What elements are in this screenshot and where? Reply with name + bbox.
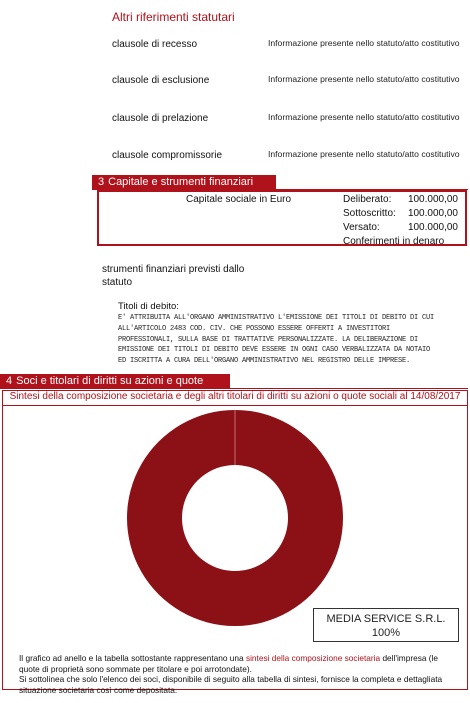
sintesi-title: Sintesi della composizione societaria e degli altri titolari di diritti su azioni o quote sociali al 14/08/2017 <box>9 391 461 402</box>
conferimenti-text: Conferimenti in denaro <box>343 236 445 247</box>
strumenti-label: strumenti finanziari previsti dallo statuto <box>102 264 245 288</box>
ownership-donut-chart <box>0 406 470 636</box>
clause-label: clausole di recesso <box>112 39 198 50</box>
deliberato-value: 100.000,00 <box>407 194 458 205</box>
footer-text: dell'impresa (le quote di proprietà sono sommate per titolare e poi arrotondate). <box>19 653 438 674</box>
clause-label: clausole di esclusione <box>112 75 210 86</box>
clause-value: Informazione presente nello statuto/atto costitutivo <box>268 74 460 84</box>
footer-link: sintesi della composizione societaria <box>245 653 381 663</box>
section-number: 4 <box>6 375 13 387</box>
slice-name: MEDIA SERVICE S.R.L. <box>326 613 446 625</box>
clause-label: clausole di prelazione <box>112 113 209 124</box>
deliberato-label: Deliberato: <box>343 194 392 205</box>
titoli-text: E' ATTRIBUITA ALL'ORGANO AMMINISTRATIVO L'EMISSIONE DEI TITOLI DI DEBITO DI CUI ALL'ARTICOLO 2483 COD. CIV. CHE POSSONO ESSERE OFFERTI A INVESTITORI PROFESSIONALI, SULLA BASE DI TRATTATIVE PERSONALIZZATE. LA DELIBERAZIONE DI EMISSIONE DEI TITOLI DI DEBITO DEVE ESSERE IN OGNI CASO VERBALIZZATA DA NOTAIO ED ISCRITTA A CURA DELL'ORGANO AMMINISTRATIVO NEL REGISTRO DELLE IMPRESE. <box>118 314 435 366</box>
clause-value: Informazione presente nello statuto/atto costitutivo <box>268 149 460 159</box>
section-rule <box>230 388 468 389</box>
sottoscritto-value: 100.000,00 <box>407 208 458 219</box>
footer-text: Il grafico ad anello e la tabella sottostante rappresentano una <box>19 653 246 663</box>
section-number: 3 <box>98 176 105 188</box>
slice-percent: 100% <box>371 627 401 639</box>
versato-value: 100.000,00 <box>407 222 458 233</box>
clause-value: Informazione presente nello statuto/atto costitutivo <box>268 38 460 48</box>
clause-label: clausole compromissorie <box>112 150 223 161</box>
clause-value: Informazione presente nello statuto/atto costitutivo <box>268 112 460 122</box>
versato-label: Versato: <box>343 222 380 233</box>
capital-title: Capitale sociale in Euro <box>186 194 292 205</box>
section-3-header <box>92 175 276 190</box>
donut-slice-label <box>313 608 459 642</box>
section-4-header <box>0 374 230 389</box>
footer-note <box>19 653 459 695</box>
titoli-heading: Titoli di debito: <box>118 301 179 312</box>
sottoscritto-label: Sottoscritto: <box>343 208 396 219</box>
section-title: Soci e titolari di diritti su azioni e quote <box>16 375 204 387</box>
statutory-title: Altri riferimenti statutari <box>112 10 235 24</box>
section-title: Capitale e strumenti finanziari <box>108 176 254 188</box>
footer-text: Si sottolinea che solo l'elenco dei soci, disponibile di seguito alla tabella di sintesi, fornisce la completa e dettagliata situazione societaria così come depositata. <box>19 674 443 695</box>
